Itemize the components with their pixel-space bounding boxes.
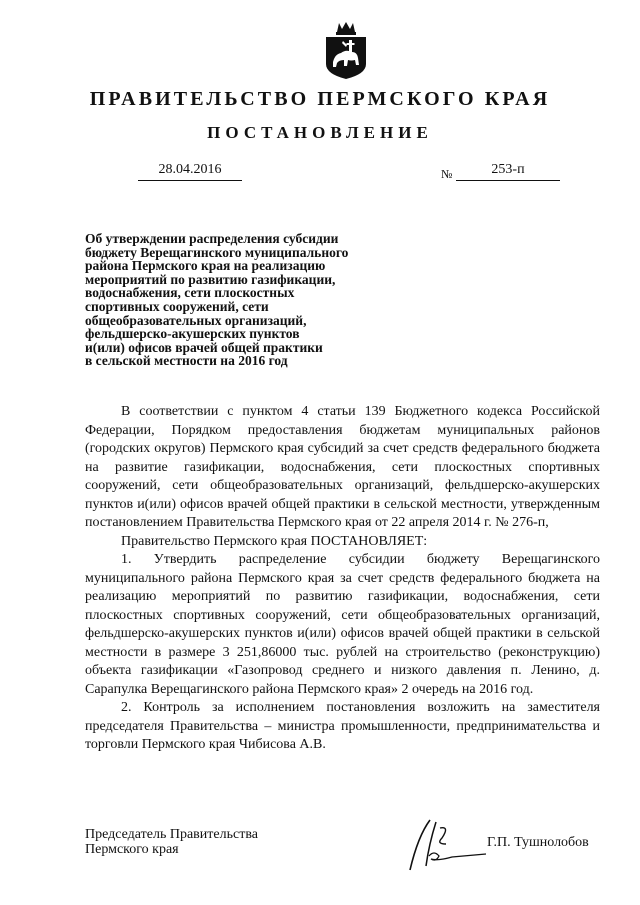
subject-line: водоснабжения, сети плоскостных <box>85 285 295 301</box>
signatory-position-line: Пермского края <box>85 842 179 857</box>
subject-line: бюджету Верещагинского муниципального <box>85 244 349 260</box>
handwritten-signature-icon <box>396 814 486 874</box>
signatory-position-line: Председатель Правительства <box>85 827 258 842</box>
document-date: 28.04.2016 <box>138 162 242 181</box>
body-paragraph-item-1: 1. Утвердить распределение субсидии бюджету Верещагинского муниципального района Пермского края за счет средств федерального бюджета на реализацию мероприятий по развитию газификации, водоснабжения, сети плоскостных спортивных сооружений, сети общеобразовательных организаций, фельдшерско-акушерских пунктов и(или) офисов врачей общей практики в сельской местности в размере 3 251,86000 тыс. рублей на строительство (реконструкцию) объекта газификации «Газопровод среднего и низкого давления п. Ленино, д. Сарапулка Верещагинского района Пермского края» 2 очередь на 2016 год. <box>85 552 600 697</box>
government-title: ПРАВИТЕЛЬСТВО ПЕРМСКОГО КРАЯ <box>89 88 551 110</box>
subject-line: в сельской местности на 2016 год <box>85 353 288 369</box>
signatory-name: Г.П. Тушнолобов <box>487 835 589 850</box>
body-paragraph-resolves: Правительство Пермского края ПОСТАНОВЛЯЕТ: <box>121 533 428 549</box>
body-paragraph-preamble: В соответствии с пунктом 4 статьи 139 Бюджетного кодекса Российской Федерации, Порядком предоставления бюджетам муниципальных районов (городских округов) Пермского края субсидий за счет средств федерального бюджета на развитие газификации, водоснабжения, сети плоскостных спортивных сооружений, сети общеобразовательных организаций, фельдшерско-акушерских пунктов и(или) офисов врачей общей практики в сельской местности, утвержденным постановлением Правительства Пермского края от 22 апреля 2014 г. № 276-п, <box>85 404 600 530</box>
subject-line: спортивных сооружений, сети <box>85 298 269 314</box>
subject-line: Об утверждении распределения субсидии <box>85 231 339 246</box>
signatory-position <box>85 827 258 857</box>
subject-line: и(или) офисов врачей общей практики <box>85 339 323 355</box>
document-body <box>85 403 600 755</box>
subject-line: общеобразовательных организаций, <box>85 312 307 328</box>
document-type: ПОСТАНОВЛЕНИЕ <box>207 123 433 142</box>
coat-of-arms-icon <box>324 20 368 80</box>
subject-line: мероприятий по развитию газификации, <box>85 271 336 287</box>
subject-line: района Пермского края на реализацию <box>85 258 326 274</box>
body-paragraph-item-2: 2. Контроль за исполнением постановления возложить на заместителя председателя Правительства – министра промышленности, предпринимательства и торговли Пермского края Чибисова А.В. <box>85 700 600 752</box>
subject-line: фельдшерско-акушерских пунктов <box>85 326 300 342</box>
document-number: 253-п <box>456 162 560 181</box>
document-subject <box>85 232 385 368</box>
number-sign: № <box>441 167 453 181</box>
